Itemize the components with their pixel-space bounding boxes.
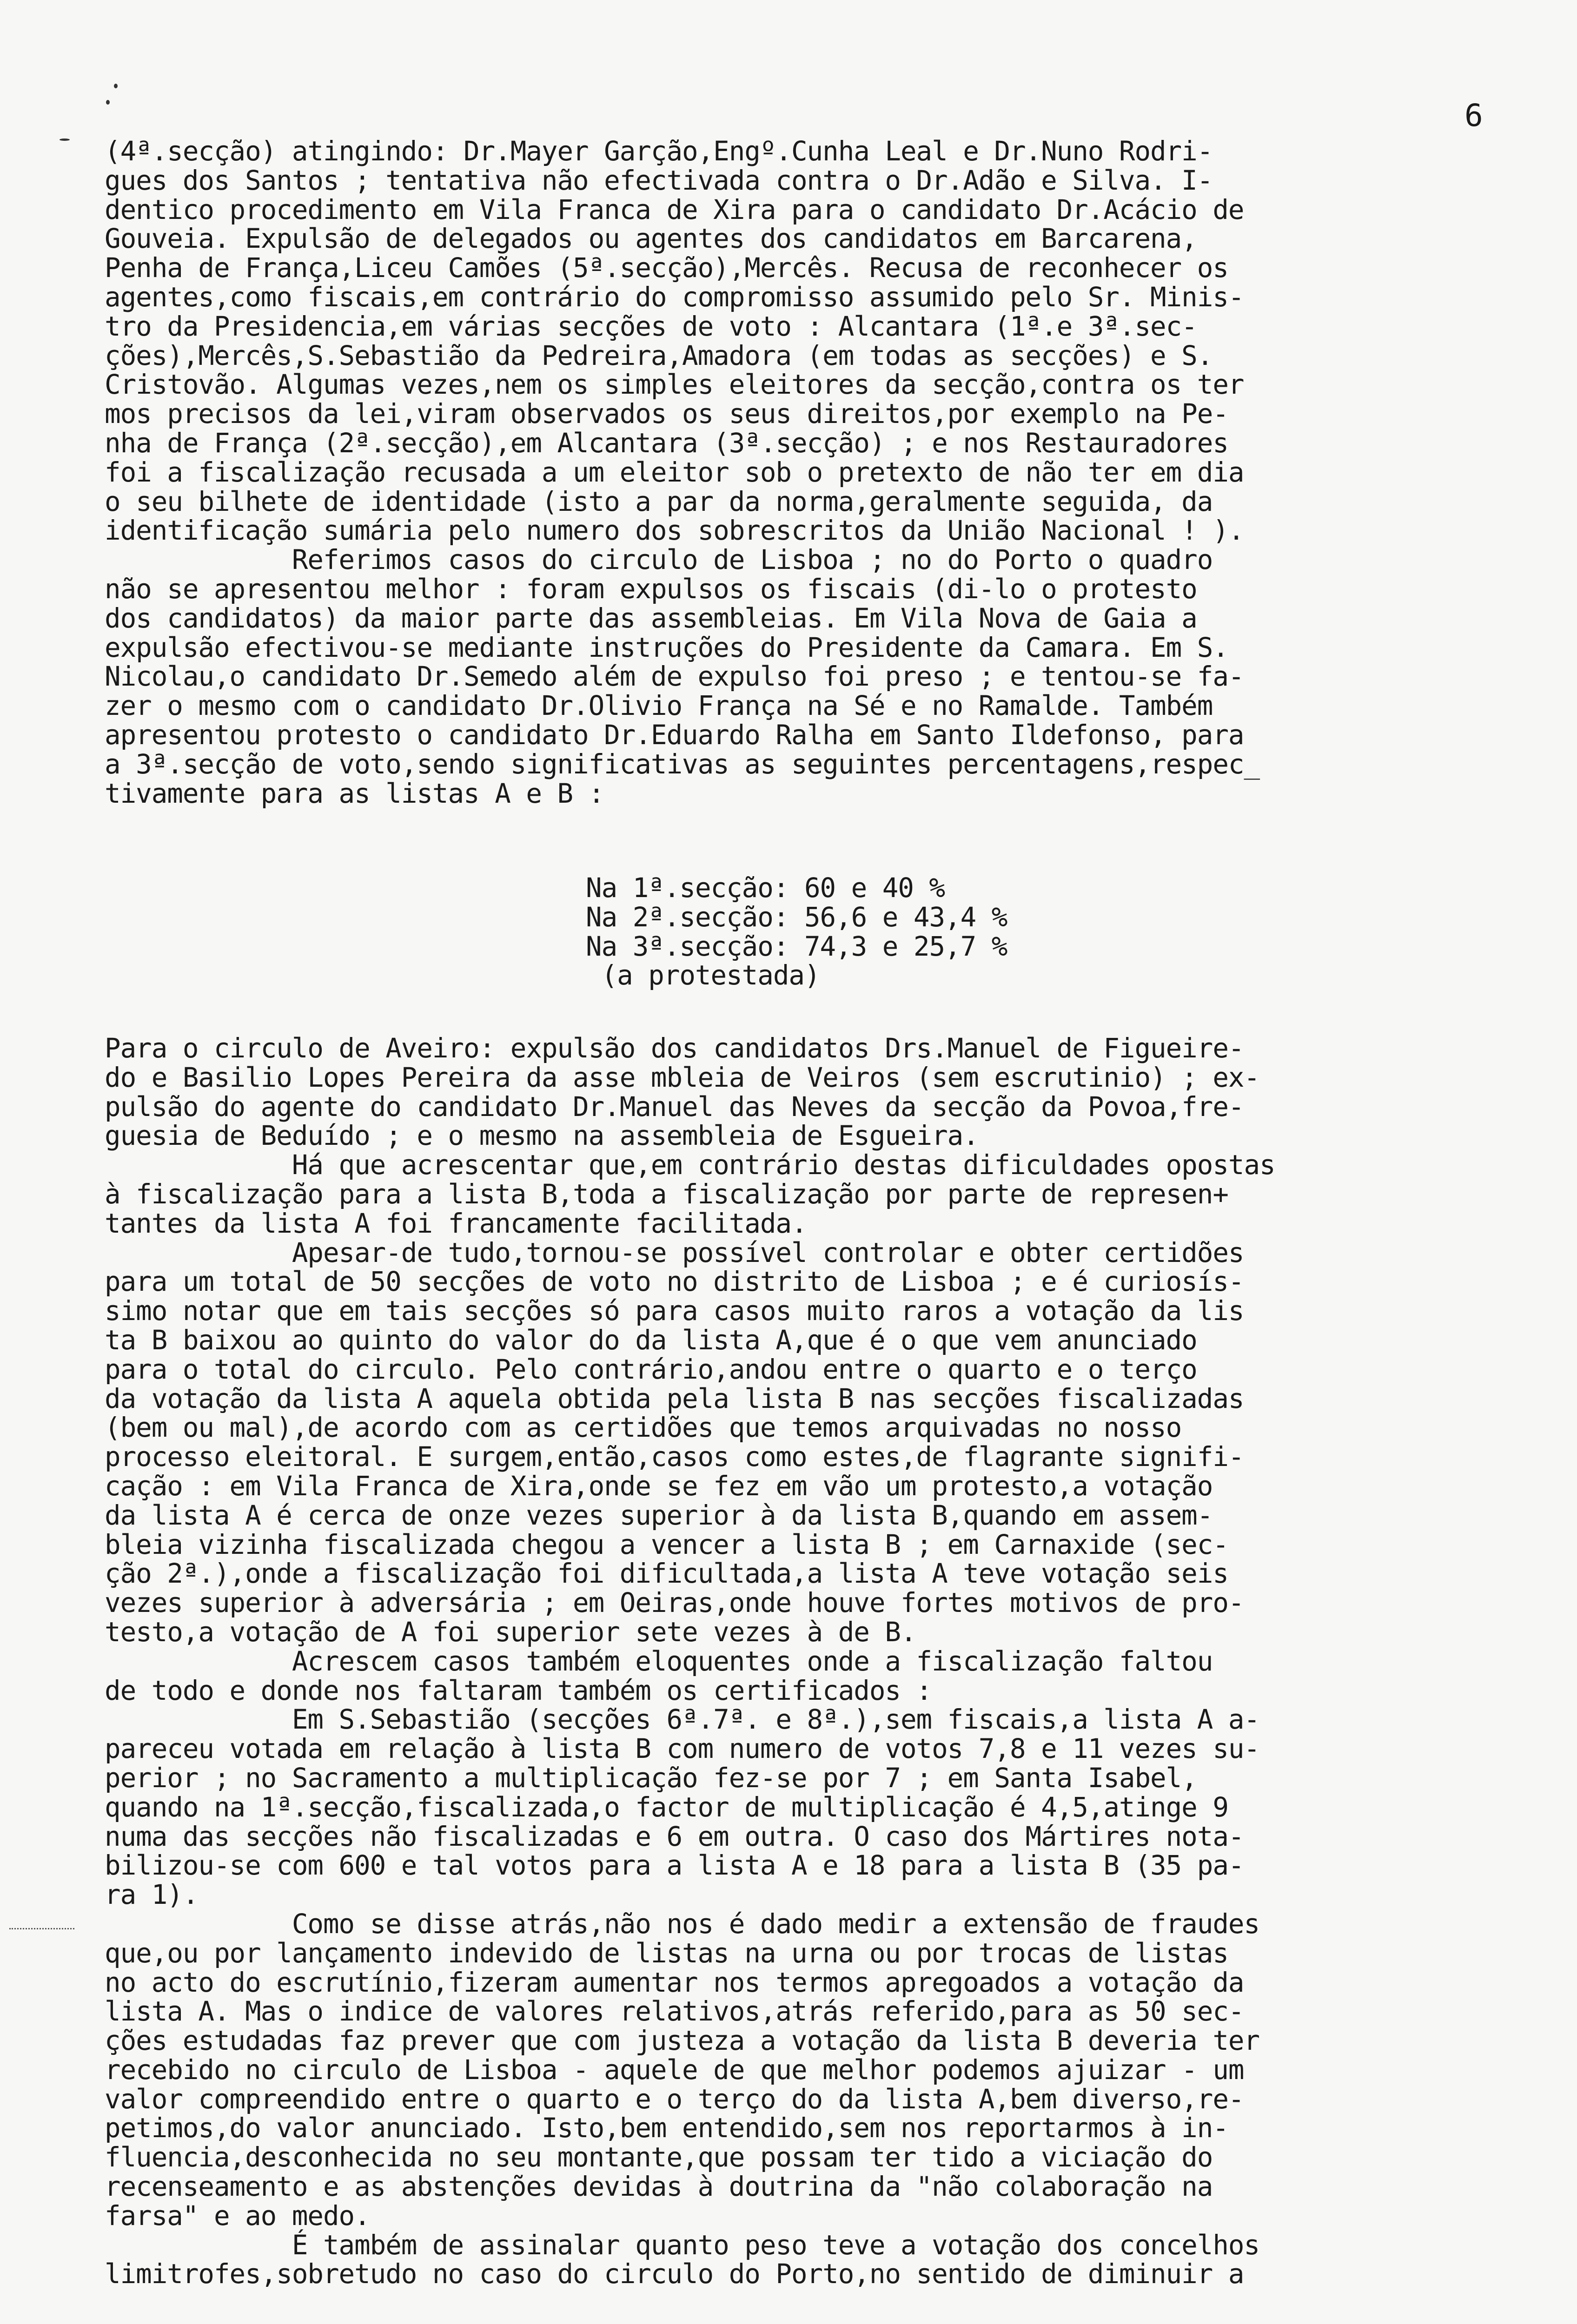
text-line: quando na 1ª.secção,fiscalizada,o factor de multiplicação é 4,5,atinge 9	[105, 1791, 1228, 1823]
text-line: (a protestada)	[586, 960, 820, 991]
text-line: ções estudadas faz prever que com justeza a votação da lista B deveria ter	[105, 2025, 1260, 2057]
text-line: Na 2ª.secção: 56,6 e 43,4 %	[586, 901, 1007, 933]
text-line: expulsão efectivou-se mediante instruções do Presidente da Camara. Em S.	[105, 632, 1228, 663]
text-line: vezes superior à adversária ; em Oeiras,onde houve fortes motivos de pro-	[105, 1587, 1244, 1619]
text-line: tro da Presidencia,em várias secções de voto : Alcantara (1ª.e 3ª.sec-	[105, 310, 1197, 342]
text-line: ra 1).	[105, 1879, 199, 1911]
text-line: agentes,como fiscais,em contrário do compromisso assumido pelo Sr. Minis-	[105, 281, 1244, 313]
text-line: que,ou por lançamento indevido de listas na urna ou por trocas de listas	[105, 1937, 1228, 1969]
text-line: de todo e donde nos faltaram também os certificados :	[105, 1675, 932, 1706]
text-line: à fiscalização para a lista B,toda a fiscalização por parte de represen+	[105, 1178, 1228, 1210]
text-line: identificação sumária pelo numero dos sobrescritos da União Nacional ! ).	[105, 515, 1244, 547]
text-line: simo notar que em tais secções só para casos muito raros a votação da lis	[105, 1295, 1244, 1327]
text-line: gues dos Santos ; tentativa não efectivada contra o Dr.Adão e Silva. I-	[105, 165, 1213, 196]
text-line: testo,a votação de A foi superior sete vezes à de B.	[105, 1616, 916, 1648]
text-line: fluencia,desconhecida no seu montante,que possam ter tido a viciação do	[105, 2142, 1213, 2173]
text-line: a 3ª.secção de voto,sendo significativas as seguintes percentagens,respec_	[105, 748, 1260, 780]
text-line: pulsão do agente do candidato Dr.Manuel das Neves da secção da Povoa,fre-	[105, 1091, 1244, 1122]
text-line: petimos,do valor anunciado. Isto,bem entendido,sem nos reportarmos à in-	[105, 2113, 1228, 2144]
text-line: (4ª.secção) atingindo: Dr.Mayer Garção,Engº.Cunha Leal e Dr.Nuno Rodri-	[105, 136, 1213, 167]
text-line: Referimos casos do circulo de Lisboa ; no do Porto o quadro	[105, 544, 1213, 576]
text-line: Acrescem casos também eloquentes onde a fiscalização faltou	[105, 1645, 1213, 1677]
ink-speck	[106, 100, 110, 105]
text-line: Apesar-de tudo,tornou-se possível controlar e obter certidões	[105, 1237, 1244, 1268]
text-line: É também de assinalar quanto peso teve a votação dos concelhos	[105, 2229, 1260, 2261]
text-line: Em S.Sebastião (secções 6ª.7ª. e 8ª.),sem fiscais,a lista A a-	[105, 1704, 1260, 1736]
text-line: numa das secções não fiscalizadas e 6 em outra. O caso dos Mártires nota-	[105, 1821, 1244, 1852]
text-line: Como se disse atrás,não nos é dado medir a extensão de fraudes	[105, 1908, 1260, 1940]
text-line: tantes da lista A foi francamente facilitada.	[105, 1208, 807, 1239]
text-line: no acto do escrutínio,fizeram aumentar nos termos apregoados a votação da	[105, 1967, 1244, 1998]
text-line: Gouveia. Expulsão de delegados ou agentes dos candidatos em Barcarena,	[105, 223, 1197, 255]
text-line: foi a fiscalização recusada a um eleitor sob o pretexto de não ter em dia	[105, 456, 1244, 488]
text-line: lista A. Mas o indice de valores relativos,atrás referido,para as 50 sec-	[105, 1996, 1244, 2027]
text-line: perior ; no Sacramento a multiplicação fez-se por 7 ; em Santa Isabel,	[105, 1762, 1197, 1794]
text-line: limitrofes,sobretudo no caso do circulo do Porto,no sentido de diminuir a	[105, 2258, 1244, 2290]
text-line: zer o mesmo com o candidato Dr.Olivio França na Sé e no Ramalde. Também	[105, 690, 1213, 722]
text-line: da votação da lista A aquela obtida pela lista B nas secções fiscalizadas	[105, 1383, 1244, 1414]
text-line: bleia vizinha fiscalizada chegou a vencer a lista B ; em Carnaxide (sec-	[105, 1529, 1228, 1560]
text-line: dos candidatos) da maior parte das assembleias. Em Vila Nova de Gaia a	[105, 602, 1197, 634]
text-line: ções),Mercês,S.Sebastião da Pedreira,Amadora (em todas as secções) e S.	[105, 340, 1213, 371]
text-line: farsa" e ao medo.	[105, 2200, 370, 2232]
text-line: bilizou-se com 600 e tal votos para a lista A e 18 para a lista B (35 pa-	[105, 1850, 1244, 1882]
text-line: não se apresentou melhor : foram expulsos os fiscais (di-lo o protesto	[105, 573, 1197, 605]
text-line: Para o circulo de Aveiro: expulsão dos candidatos Drs.Manuel de Figueire-	[105, 1033, 1244, 1064]
text-line: Na 1ª.secção: 60 e 40 %	[586, 872, 945, 904]
text-line: ção 2ª.),onde a fiscalização foi dificultada,a lista A teve votação seis	[105, 1558, 1228, 1590]
text-line: Há que acrescentar que,em contrário destas dificuldades opostas	[105, 1149, 1275, 1181]
text-line: guesia de Beduído ; e o mesmo na assembleia de Esgueira.	[105, 1120, 979, 1152]
text-line: dentico procedimento em Vila Franca de Xira para o candidato Dr.Acácio de	[105, 194, 1244, 225]
text-line: nha de França (2ª.secção),em Alcantara (3ª.secção) ; e nos Restauradores	[105, 427, 1228, 459]
text-line: apresentou protesto o candidato Dr.Eduardo Ralha em Santo Ildefonso, para	[105, 719, 1244, 751]
text-line: do e Basilio Lopes Pereira da asse mbleia de Veiros (sem escrutinio) ; ex-	[105, 1062, 1260, 1093]
text-line: Cristovão. Algumas vezes,nem os simples eleitores da secção,contra os ter	[105, 369, 1244, 401]
text-line: Na 3ª.secção: 74,3 e 25,7 %	[586, 931, 1007, 962]
margin-mark	[9, 1928, 74, 1930]
text-line: (bem ou mal),de acordo com as certidões que temos arquivadas no nosso	[105, 1412, 1182, 1444]
text-line: recenseamento e as abstenções devidas à doutrina da "não colaboração na	[105, 2171, 1213, 2203]
ink-speck	[60, 139, 70, 141]
percentage-table	[586, 874, 1577, 990]
paragraph-block-2	[105, 1034, 1490, 2289]
text-line: Penha de França,Liceu Camões (5ª.secção),Mercês. Recusa de reconhecer os	[105, 252, 1228, 284]
text-line: cação : em Vila Franca de Xira,onde se fez em vão um protesto,a votação	[105, 1470, 1213, 1502]
text-line: para um total de 50 secções de voto no distrito de Lisboa ; e é curiosís-	[105, 1266, 1244, 1298]
page-number: 6	[1464, 98, 1483, 133]
text-line: pareceu votada em relação à lista B com numero de votos 7,8 e 11 vezes su-	[105, 1733, 1260, 1765]
text-line: ta B baixou ao quinto do valor do da lista A,que é o que vem anunciado	[105, 1324, 1197, 1356]
text-line: tivamente para as listas A e B :	[105, 778, 604, 809]
text-line: o seu bilhete de identidade (isto a par da norma,geralmente seguida, da	[105, 486, 1213, 517]
text-line: para o total do circulo. Pelo contrário,andou entre o quarto e o terço	[105, 1353, 1197, 1385]
text-line: valor compreendido entre o quarto e o terço do da lista A,bem diverso,re-	[105, 2083, 1244, 2115]
text-line: recebido no circulo de Lisboa - aquele de que melhor podemos ajuizar - um	[105, 2054, 1244, 2086]
ink-speck	[114, 84, 118, 88]
text-line: processo eleitoral. E surgem,então,casos como estes,de flagrante signifi-	[105, 1441, 1244, 1473]
text-line: Nicolau,o candidato Dr.Semedo além de expulso foi preso ; e tentou-se fa-	[105, 661, 1244, 693]
paragraph-block-1	[105, 137, 1490, 808]
text-line: da lista A é cerca de onze vezes superior à da lista B,quando em assem-	[105, 1499, 1213, 1531]
text-line: mos precisos da lei,viram observados os seus direitos,por exemplo na Pe-	[105, 398, 1228, 430]
